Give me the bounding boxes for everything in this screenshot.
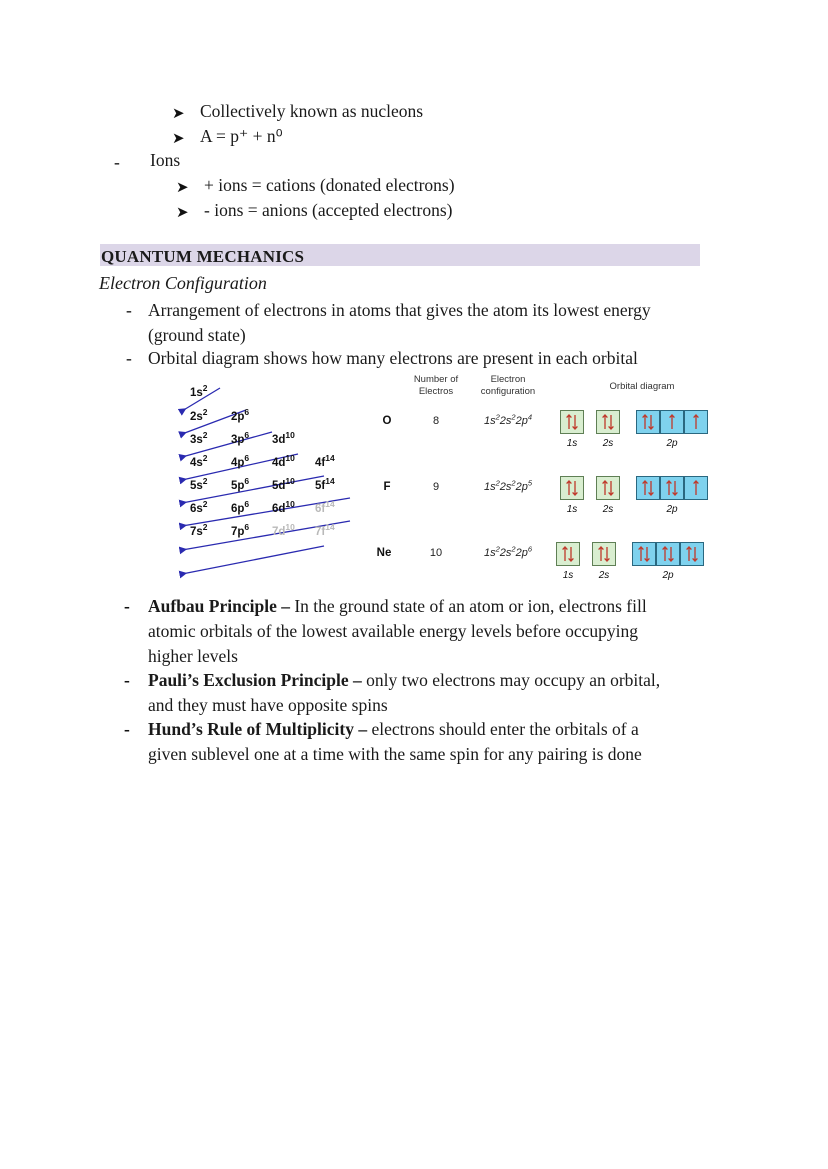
orbital-box-2p-3 [684,410,708,434]
orbital-label-7d: $7d^{10}$ [272,522,295,538]
dash-bullet-icon: - [124,719,130,739]
orbital-label-6f: $6f^{14}$ [315,499,335,515]
orbital-label-7s: $7s^2$ [190,522,208,538]
orbital-label-3d: $3d^{10}$ [272,430,295,446]
principle-text-aufbau-3: higher levels [148,646,238,666]
arrow-bullet-icon: ➤ [176,178,189,196]
orbital-label-5s: $5s^2$ [190,476,208,492]
orbital-box-1s [560,476,584,500]
principle-text-aufbau-1: In the ground state of an atom or ion, electrons fill [289,596,647,616]
electron-configuration-ne: $1s^22s^22p^6$ [483,544,532,559]
principle-text-pauli-2: and they must have opposite spins [148,695,388,715]
dash-bullet-icon: - [124,670,130,690]
orbital-label-2p: $2p^6$ [231,407,250,423]
orbital-label-3p: $3p^6$ [231,430,250,446]
principle-term-aufbau: Aufbau Principle – [148,596,290,616]
principle-pauli [148,668,718,718]
column-header-number-of-electrons [400,374,472,398]
orbital-label-4f: $4f^{14}$ [315,453,335,469]
header-line-2: configuration [480,386,536,397]
principle-text-hund-1: electrons should enter the orbitals of a [367,719,639,739]
dash-bullet-icon: - [114,152,120,172]
orbital-label-4d: $4d^{10}$ [272,453,295,469]
orbital-sublabel-2p: 2p [666,438,678,449]
orbital-label-5f: $5f^{14}$ [315,476,335,492]
orbital-label-3s: $3s^2$ [190,430,208,446]
orbital-label-6s: $6s^2$ [190,499,208,515]
orbital-label-4p: $4p^6$ [231,453,250,469]
orbital-label-1s: $1s^2$ [190,383,208,399]
orbital-label-7f: $7f^{14}$ [315,522,335,538]
intro-line-2: (ground state) [148,325,246,345]
header-line-1: Number of [413,374,459,385]
orbital-box-2p-2 [660,476,684,500]
orbital-sublabel-1s: 1s [566,504,578,515]
electron-configuration-f: $1s^22s^22p^5$ [483,478,532,493]
orbital-box-2s [592,542,616,566]
intro-line-3: Orbital diagram shows how many electrons are present in each orbital [148,348,638,368]
principle-term-pauli: Pauli’s Exclusion Principle – [148,670,362,690]
section-title-quantum-mechanics: QUANTUM MECHANICS [101,247,305,266]
orbital-box-2p-1 [632,542,656,566]
orbital-label-5p: $5p^6$ [231,476,250,492]
orbital-label-2s: $2s^2$ [190,407,208,423]
orbital-box-2s [596,476,620,500]
arrow-bullet-icon: ➤ [172,104,185,122]
bullet-text-nucleons: Collectively known as nucleons [200,101,424,121]
orbital-label-4s: $4s^2$ [190,453,208,469]
orbital-box-1s [560,410,584,434]
dash-bullet-icon: - [126,348,132,368]
dash-bullet-icon: - [126,300,132,320]
arrow-bullet-icon: ➤ [172,129,185,147]
orbital-box-1s [556,542,580,566]
orbital-label-7p: $7p^6$ [231,522,250,538]
bullet-text-anions: - ions = anions (accepted electrons) [204,200,453,220]
column-header-orbital-diagram: Orbital diagram [609,381,675,392]
bullet-text-ions: Ions [150,150,181,170]
column-header-electron-configuration [464,374,552,398]
electron-count-f: 9 [432,481,440,493]
orbital-label-5d: $5d^{10}$ [272,476,295,492]
electron-count-o: 8 [432,415,440,427]
dash-bullet-icon: - [124,596,130,616]
orbital-sublabel-2p: 2p [666,504,678,515]
orbital-label-6p: $6p^6$ [231,499,250,515]
principle-text-aufbau-2: atomic orbitals of the lowest available energy levels before occupying [148,621,638,641]
electron-count-ne: 10 [429,547,443,559]
orbital-box-2p-2 [660,410,684,434]
intro-bullet-arrangement [148,298,713,348]
orbital-box-2p-2 [656,542,680,566]
element-symbol-f: F [383,481,391,493]
orbital-sublabel-2s: 2s [598,570,610,581]
orbital-sublabel-1s: 1s [562,570,574,581]
orbital-sublabel-1s: 1s [566,438,578,449]
orbital-box-2p-1 [636,476,660,500]
orbital-box-2s [596,410,620,434]
orbital-sublabel-2s: 2s [602,504,614,515]
bullet-text-cations: + ions = cations (donated electrons) [204,175,455,195]
orbital-label-6d: $6d^{10}$ [272,499,295,515]
intro-bullet-orbital-diagram [148,346,713,371]
subheading-electron-configuration: Electron Configuration [99,273,267,293]
element-symbol-ne: Ne [376,547,392,559]
orbital-sublabel-2s: 2s [602,438,614,449]
electron-configuration-o: $1s^22s^22p^4$ [483,412,532,427]
intro-line-1: Arrangement of electrons in atoms that gives the atom its lowest energy [148,300,651,320]
orbital-box-2p-3 [680,542,704,566]
header-line-2: Electros [418,386,454,397]
principle-text-hund-2: given sublevel one at a time with the same spin for any pairing is done [148,744,642,764]
principle-term-hund: Hund’s Rule of Multiplicity – [148,719,368,739]
header-line-1: Electron [490,374,526,385]
arrow-bullet-icon: ➤ [176,203,189,221]
principle-hund [148,717,718,767]
bullet-text-mass-number: A = p⁺ + n⁰ [200,126,283,146]
orbital-box-2p-1 [636,410,660,434]
orbital-sublabel-2p: 2p [662,570,674,581]
element-symbol-o: O [382,415,392,427]
orbital-box-2p-3 [684,476,708,500]
principle-text-pauli-1: only two electrons may occupy an orbital, [361,670,661,690]
aufbau-diagonal-diagram [168,378,378,583]
principle-aufbau [148,594,718,669]
